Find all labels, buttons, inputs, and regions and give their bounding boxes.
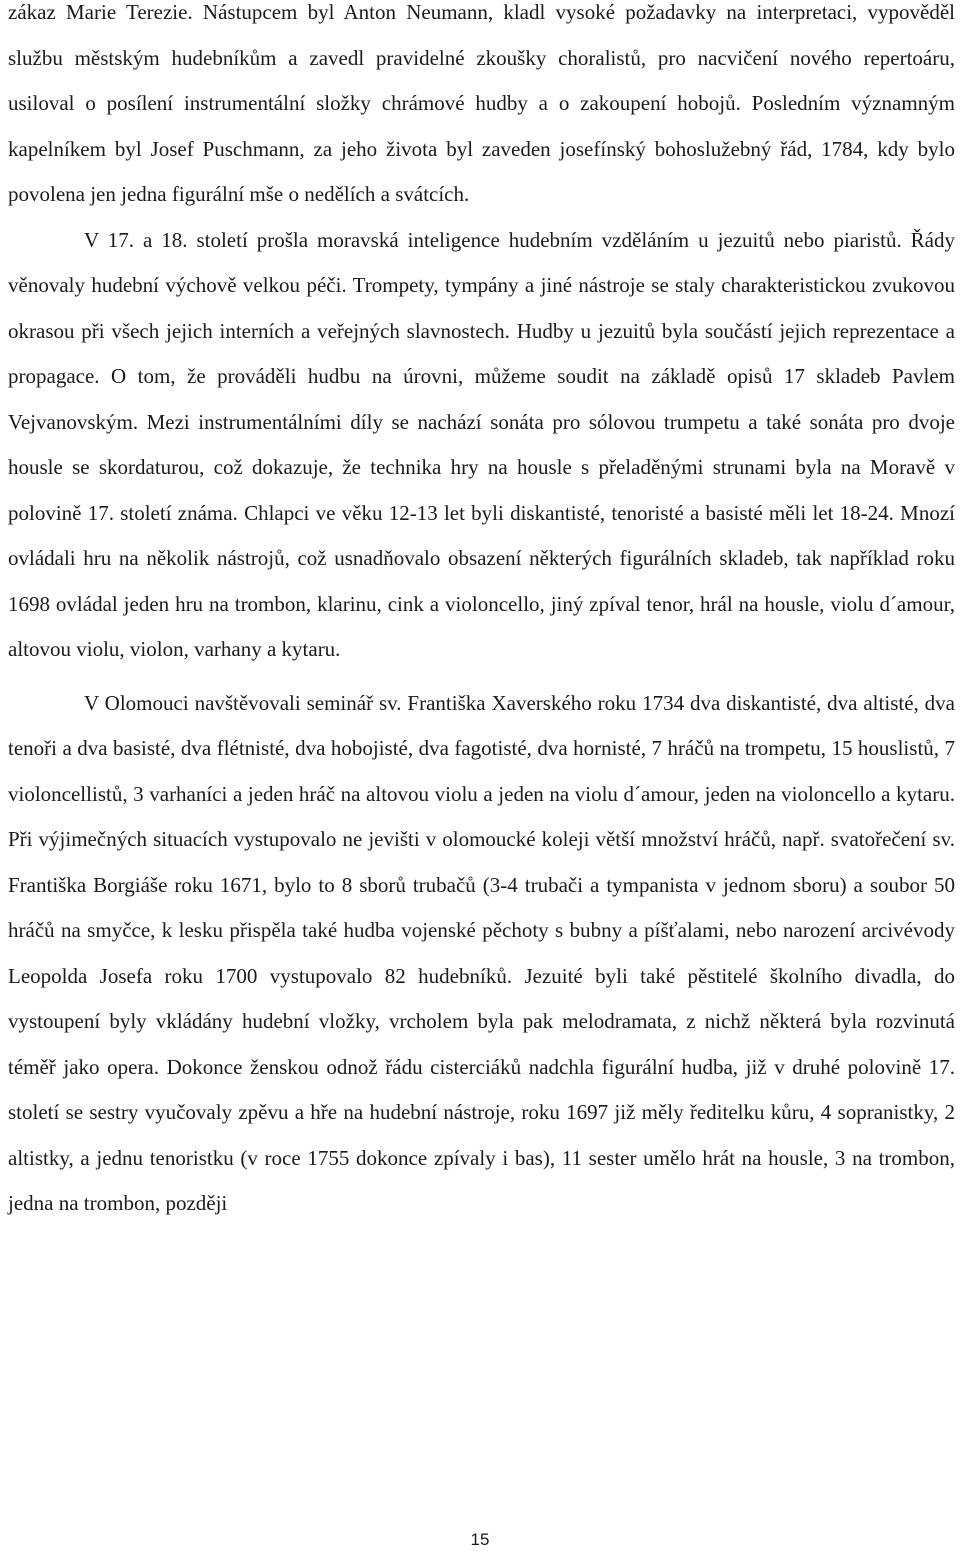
paragraph-continuation: zákaz Marie Terezie. Nástupcem byl Anton Neumann, kladl vysoké požadavky na interpretaci, vypověděl službu městským hudebníkům a zavedl pravidelné zkoušky choralistů, pro nacvičení nového repertoáru, usiloval o posílení instrumentální složky chrámové hudby a o zakoupení hobojů. Posledním významným kapelníkem byl Josef Puschmann, za jeho života byl zaveden josefínský bohoslužebný řád, 1784, kdy bylo povolena jen jedna figurální mše o nedělích a svátcích. — [8, 0, 955, 206]
paragraph-jesuit-education: V 17. a 18. století prošla moravská inteligence hudebním vzděláním u jezuitů nebo piaristů. Řády věnovaly hudební výchově velkou péči. Trompety, tympány a jiné nástroje se staly charakteristickou zvukovou okrasou při všech jejich interních a veřejných slavnostech. Hudby u jezuitů byla součástí jejich reprezentace a propagace. O tom, že prováděli hudbu na úrovni, můžeme soudit na základě opisů 17 skladeb Pavlem Vejvanovským. Mezi instrumentálními díly se nachází sonáta pro sólovou trumpetu a také sonáta pro dvoje housle se skordaturou, což dokazuje, že technika hry na housle s přeladěnými strunami byla na Moravě v polovině 17. století známa. Chlapci ve věku 12-13 let byli diskantisté, tenoristé a basisté měli let 18-24. Mnozí ovládali hru na několik nástrojů, což usnadňovalo obsazení některých figurálních skladeb, tak například roku 1698 ovládal jeden hru na trombon, klarinu, cink a violoncello, jiný zpíval tenor, hrál na housle, violu d´amour, altovou violu, violon, varhany a kytaru. — [8, 227, 955, 661]
document-page — [8, 0, 955, 1227]
paragraph-olomouc-seminary: V Olomouci navštěvovali seminář sv. Františka Xaverského roku 1734 dva diskantisté, dva altisté, dva tenoři a dva basisté, dva flétnisté, dva hobojisté, dva fagotisté, dva hornisté, 7 hráčů na trompetu, 15 houslistů, 7 violoncellistů, 3 varhaníci a jeden hráč na altovou violu a jeden na violu d´amour, jeden na violoncello a kytaru. Při výjimečných situacích vystupovalo ne jevišti v olomoucké koleji větší množství hráčů, např. svatořečení sv. Františka Borgiáše roku 1671, bylo to 8 sborů trubačů (3-4 trubači a tympanista v jednom sboru) a soubor 50 hráčů na smyčce, k lesku přispěla také hudba vojenské pěchoty s bubny a píšťalami, nebo narození arcivévody Leopolda Josefa roku 1700 vystupovalo 82 hudebníků. Jezuité byli také pěstitelé školního divadla, do vystoupení byly vkládány hudební vložky, vrcholem byla pak melodramata, z nichž některá byla rozvinutá téměř jako opera. Dokonce ženskou odnož řádu cisterciáků nadchla figurální hudba, již v druhé polovině 17. století se sestry vyučovaly zpěvu a hře na hudební nástroje, roku 1697 již měly ředitelku kůru, 4 sopranistky, 2 altistky, a jednu tenoristku (v roce 1755 dokonce zpívaly i bas), 11 sester umělo hrát na housle, 3 na trombon, jedna na trombon, později — [8, 690, 955, 1215]
page-number: 15 — [470, 1530, 490, 1549]
